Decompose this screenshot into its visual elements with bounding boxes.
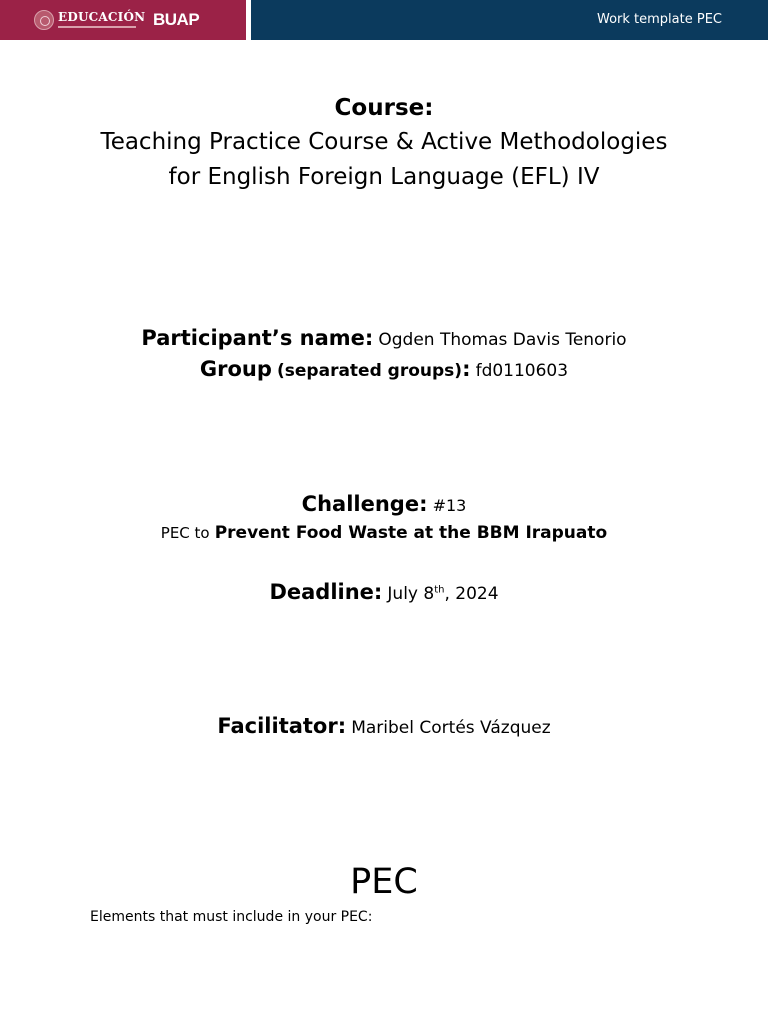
facilitator-label: Facilitator: <box>217 714 347 738</box>
participant-label: Participant’s name: <box>141 326 374 350</box>
course-label: Course: <box>334 95 434 121</box>
challenge-label: Challenge: <box>301 492 428 516</box>
participant-name: Ogden Thomas Davis Tenorio <box>378 330 627 350</box>
deadline-year: , 2024 <box>444 584 499 604</box>
group-label: Group <box>199 357 272 381</box>
education-logo-subtitle-bar <box>58 26 136 28</box>
pec-title: Prevent Food Waste at the BBM Irapuato <box>214 523 608 543</box>
deadline-ordinal: th <box>434 584 445 596</box>
document-header <box>0 0 768 40</box>
pec-prefix: PEC to <box>160 524 210 542</box>
header-title-band <box>251 0 768 40</box>
challenge-number: #13 <box>432 496 467 515</box>
group-line <box>0 355 768 385</box>
header-title: Work template PEC <box>597 12 722 27</box>
participant-line <box>0 324 768 354</box>
deadline-value <box>387 584 498 604</box>
national-seal-icon <box>34 10 54 30</box>
group-colon: : <box>462 357 471 381</box>
pec-section-heading: PEC <box>350 862 418 902</box>
pec-elements-intro: Elements that must include in your PEC: <box>90 909 373 925</box>
deadline-month-day: July 8 <box>387 584 435 604</box>
education-logo: EDUCACIÓN <box>58 10 146 24</box>
challenge-line <box>0 490 768 520</box>
group-value: fd0110603 <box>475 361 569 381</box>
header-institution-band <box>0 0 246 40</box>
facilitator-line <box>0 711 768 743</box>
deadline-label: Deadline: <box>269 580 383 604</box>
group-qualifier: (separated groups) <box>277 361 463 381</box>
deadline-line <box>0 577 768 609</box>
buap-logo: BUAP <box>153 10 200 29</box>
course-name: Teaching Practice Course & Active Methodologies for English Foreign Language (EFL) IV <box>100 129 668 190</box>
facilitator-name: Maribel Cortés Vázquez <box>351 718 551 738</box>
pec-subtitle-line <box>0 520 768 546</box>
